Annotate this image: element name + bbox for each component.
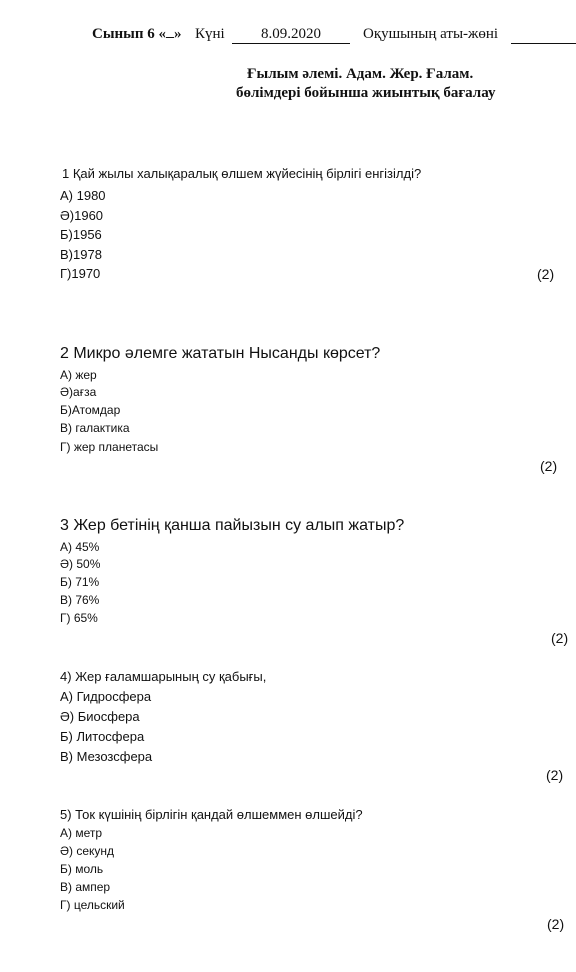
option-4-a: А) Гидросфера [60,689,152,704]
question-5: 5) Ток күшінің бірлігін қандай өлшеммен өлшейді? [60,807,363,822]
score-2: (2) [540,458,558,474]
name-label: Оқушының аты-жөні [363,26,499,42]
class-close: » [174,26,182,42]
option-3-ae: Ә) 50% [60,557,101,571]
option-5-a: А) метр [60,826,103,840]
score-5: (2) [547,916,565,932]
option-5-ae: Ә) секунд [60,844,115,858]
option-4-ae: Ә) Биосфера [60,709,140,724]
score-4: (2) [546,767,564,783]
option-2-a: А) жер [60,368,97,382]
header-line [92,26,182,43]
option-3-v: В) 76% [60,593,100,607]
option-2-g: Г) жер планетасы [60,440,159,454]
option-1-g: Г)1970 [60,266,101,281]
option-5-b: Б) моль [60,862,104,876]
option-5-g: Г) цельский [60,898,125,912]
title-line1: Ғылым әлемі. Адам. Жер. Ғалам. [247,66,474,82]
date-field[interactable] [232,26,350,44]
question-4: 4) Жер ғаламшарының су қабығы, [60,669,267,684]
option-4-v: В) Мезозсфера [60,749,153,764]
score-1: (2) [537,266,555,282]
name-field[interactable] [511,43,576,44]
date-label: Күні [195,26,225,42]
option-1-b: Б)1956 [60,227,102,242]
option-2-v: В) галактика [60,421,130,435]
question-1: 1 Қай жылы халықаралық өлшем жүйесінің бірлігі енгізілді? [62,166,422,181]
score-3: (2) [551,630,569,646]
date-value: 8.09.2020 [261,26,321,42]
class-label: Сынып 6 « [92,26,167,42]
option-2-b: Б)Атомдар [60,403,121,417]
option-1-a: A) 1980 [60,188,106,203]
option-3-b: Б) 71% [60,575,100,589]
question-2: 2 Микро әлемге жататын Нысанды көрсет? [60,345,381,362]
option-1-v: В)1978 [60,247,102,262]
title-line2: бөлімдері бойынша жиынтық бағалау [236,85,496,101]
option-5-v: В) ампер [60,880,111,894]
question-3: 3 Жер бетінің қанша пайызын су алып жатыр? [60,517,405,534]
option-4-b: Б) Литосфера [60,729,145,744]
option-1-ae: Ә)1960 [60,208,104,223]
class-blank[interactable] [166,37,174,38]
option-3-a: А) 45% [60,540,100,554]
option-3-g: Г) 65% [60,611,98,625]
option-2-ae: Ә)ағза [60,385,97,399]
